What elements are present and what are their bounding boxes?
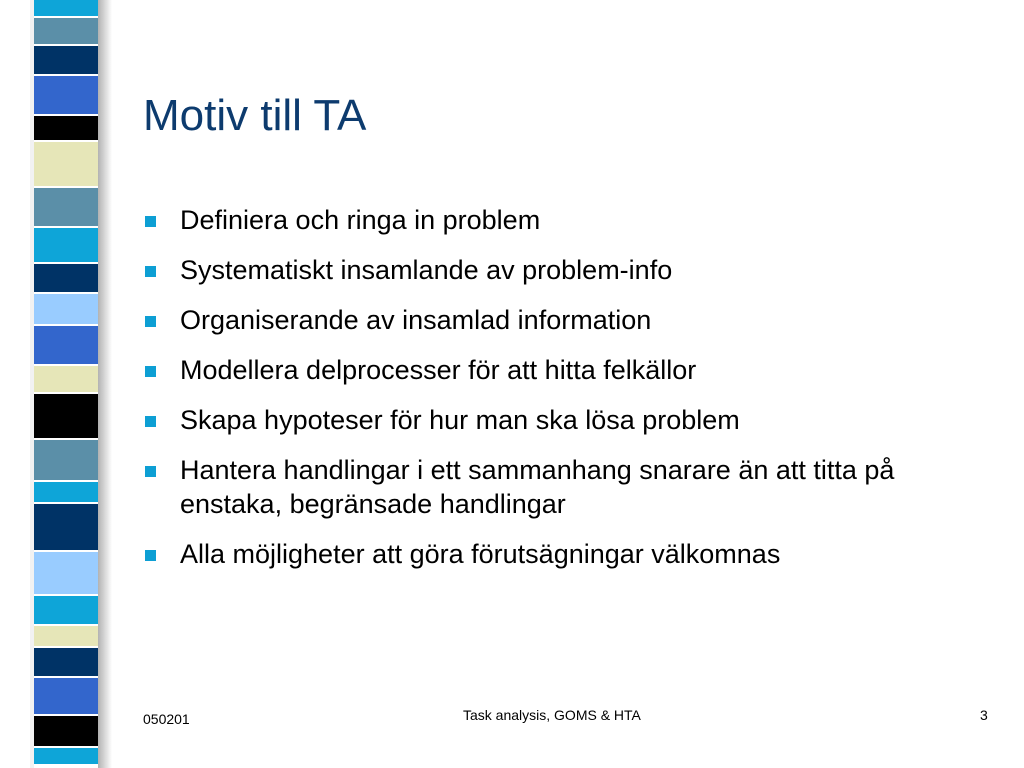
square-bullet-icon [145, 216, 156, 227]
square-bullet-icon [145, 366, 156, 377]
strip-block [34, 142, 98, 188]
strip-block [34, 440, 98, 482]
strip-block [34, 596, 98, 626]
bullet-list [143, 203, 1003, 587]
strip-block [34, 504, 98, 552]
square-bullet-icon [145, 550, 156, 561]
bullet-text: Organiserande av insamlad information [180, 305, 652, 335]
bullet-text: Systematiskt insamlande av problem-info [180, 255, 673, 285]
bullet-item [143, 403, 1003, 437]
strip-block [34, 46, 98, 76]
bullet-text: Hantera handlingar i ett sammanhang snarare än att titta på enstaka, begränsade handlingar [180, 455, 895, 519]
bullet-text: Alla möjligheter att göra förutsägningar välkomnas [180, 539, 781, 569]
strip-block [34, 294, 98, 326]
strip-block [34, 76, 98, 116]
footer-date: 050201 [143, 711, 190, 727]
square-bullet-icon [145, 266, 156, 277]
strip-block [34, 552, 98, 596]
strip-block [34, 326, 98, 366]
square-bullet-icon [145, 316, 156, 327]
strip-block [34, 648, 98, 678]
bullet-text: Modellera delprocesser för att hitta felkällor [180, 355, 697, 385]
strip-shadow [98, 0, 112, 768]
strip-block [34, 264, 98, 294]
slide-title: Motiv till TA [143, 91, 367, 140]
bullet-item [143, 537, 1003, 571]
square-bullet-icon [145, 466, 156, 477]
strip-block [34, 18, 98, 46]
slide-number: 3 [980, 707, 988, 723]
bullet-item [143, 453, 1003, 521]
bullet-item [143, 203, 1003, 237]
bullet-item [143, 353, 1003, 387]
strip-block [34, 482, 98, 504]
bullet-text: Definiera och ringa in problem [180, 205, 541, 235]
strip-block [34, 394, 98, 440]
strip-block [34, 0, 98, 18]
strip-block [34, 748, 98, 766]
decorative-color-strip [34, 0, 98, 768]
strip-block [34, 228, 98, 264]
strip-block [34, 678, 98, 716]
strip-block [34, 716, 98, 748]
bullet-item [143, 303, 1003, 337]
strip-block [34, 626, 98, 648]
strip-block [34, 116, 98, 142]
strip-block [34, 188, 98, 228]
bullet-text: Skapa hypoteser för hur man ska lösa problem [180, 405, 740, 435]
strip-block [34, 366, 98, 394]
bullet-item [143, 253, 1003, 287]
square-bullet-icon [145, 416, 156, 427]
footer-title: Task analysis, GOMS & HTA [463, 707, 641, 723]
